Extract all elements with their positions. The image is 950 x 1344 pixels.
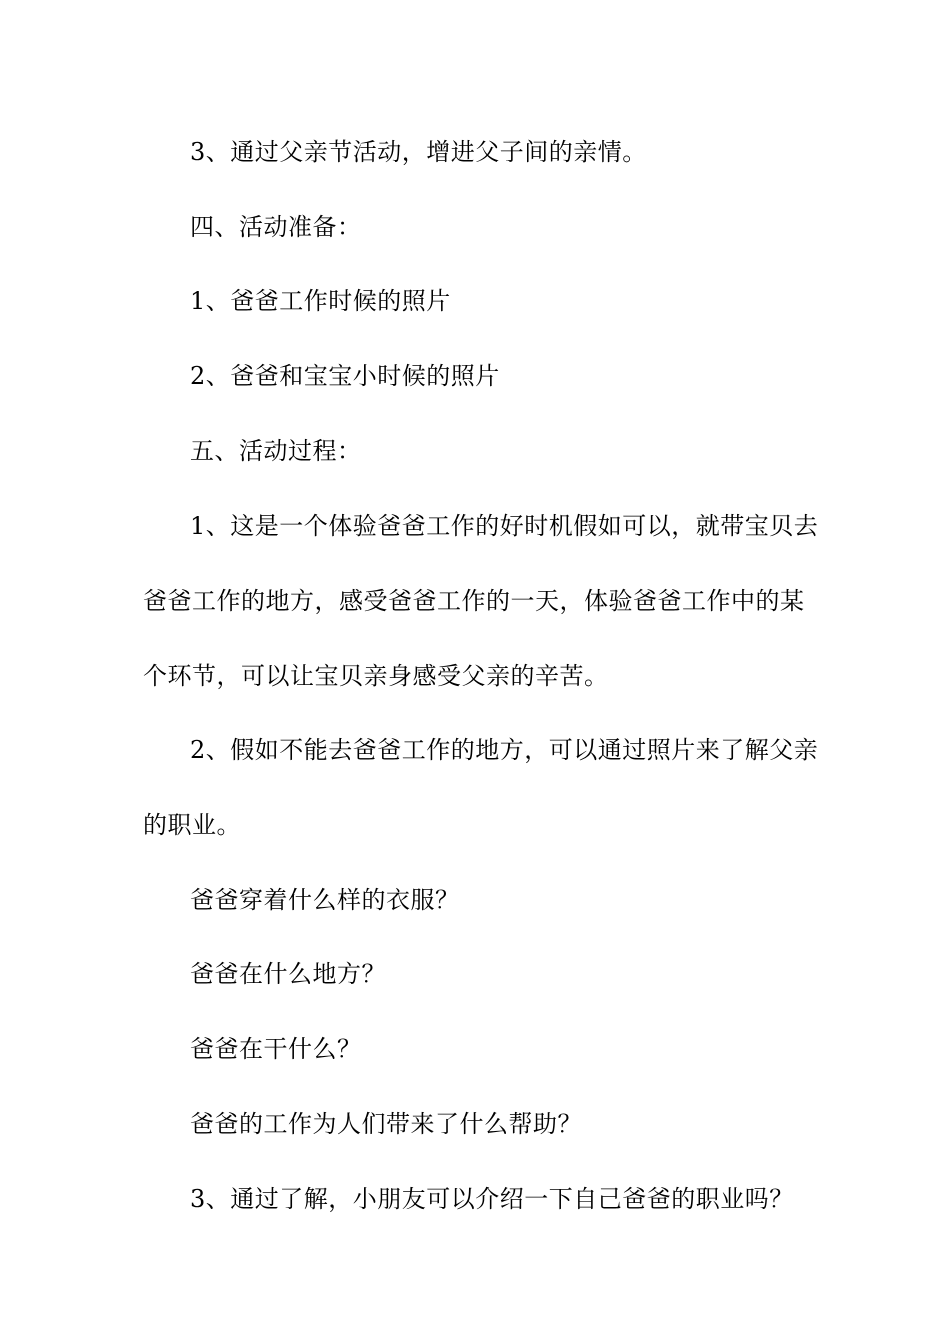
text-line-process-2a: 2、假如不能去爸爸工作的地方，可以通过照片来了解父亲 (190, 736, 819, 764)
text-line-process-3: 3、通过了解，小朋友可以介绍一下自己爸爸的职业吗？ (190, 1185, 794, 1213)
question-doing: 爸爸在干什么？ (190, 1035, 362, 1063)
text-line-goal-3: 3、通过父亲节活动，增进父子间的亲情。 (190, 138, 647, 166)
text-line-process-1a: 1、这是一个体验爸爸工作的好时机假如可以，就带宝贝去 (190, 512, 819, 540)
text-line-process-1b: 爸爸工作的地方，感受爸爸工作的一天，体验爸爸工作中的某 (143, 587, 805, 615)
text-line-process-1c: 个环节，可以让宝贝亲身感受父亲的辛苦。 (143, 662, 609, 690)
text-line-prep-2: 2、爸爸和宝宝小时候的照片 (190, 362, 500, 390)
question-clothes: 爸爸穿着什么样的衣服？ (190, 886, 460, 914)
section-heading-preparation: 四、活动准备： (190, 213, 362, 241)
section-heading-process: 五、活动过程： (190, 437, 362, 465)
text-line-prep-1: 1、爸爸工作时候的照片 (190, 287, 451, 315)
question-help: 爸爸的工作为人们带来了什么帮助？ (190, 1110, 582, 1138)
question-place: 爸爸在什么地方？ (190, 960, 386, 988)
text-line-process-2b: 的职业。 (143, 811, 241, 839)
